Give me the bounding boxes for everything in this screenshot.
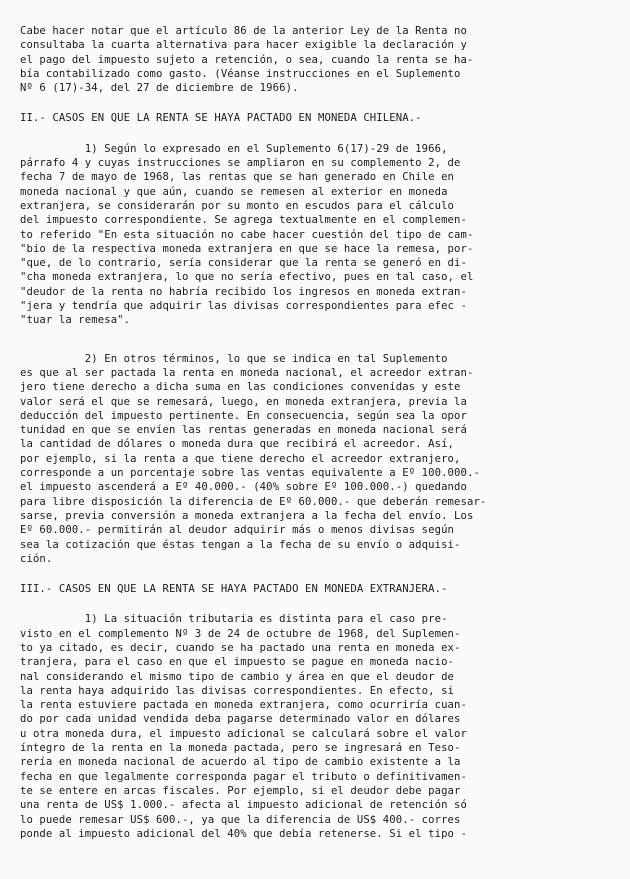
text-line: por ejemplo, si la renta a que tiene derecho el acreedor extranjero, [20, 452, 461, 465]
text-line: "jera y tendría que adquirir las divisas correspondientes para efec - [20, 300, 467, 313]
text-line: la cantidad de dólares o moneda dura que recibirá el acreedor. Así, [20, 438, 455, 451]
text-line: to ya citado, es decir, cuando se ha pactado una renta en moneda ex- [20, 641, 461, 654]
text-line: rería en moneda nacional de acuerdo al tipo de cambio existente a la [20, 756, 461, 769]
section-heading [20, 111, 620, 125]
text-line: jero tiene derecho a dicha suma en las condiciones convenidas y este [20, 381, 461, 394]
text-line: valor será el que se remesará, luego, en moneda extranjera, previa la [20, 395, 467, 408]
text-line: Cabe hacer notar que el artículo 86 de la anterior Ley de la Renta no [20, 25, 467, 37]
text-line: párrafo 4 y cuyas instrucciones se ampliaron en su complemento 2, de [20, 157, 461, 170]
text-line: íntegro de la renta en la moneda pactada, pero se ingresará en Teso- [20, 742, 461, 755]
text-line: fecha en que legalmente corresponda pagar el tributo o definitivamen- [20, 770, 467, 783]
block-spacer [20, 596, 620, 612]
section-heading [20, 582, 620, 596]
text-line: el impuesto ascenderá a Eº 40.000.- (40% sobre Eº 100.000.-) quedando [20, 481, 467, 494]
text-line: 2) En otros términos, lo que se indica en tal Suplemento [20, 352, 448, 365]
text-line: tranjera, para el caso en que el impuesto se pague en moneda nacio- [20, 656, 455, 669]
text-line: deducción del impuesto pertinente. En consecuencia, según sea la opor [20, 409, 467, 422]
block-spacer [20, 328, 620, 352]
paragraph [20, 352, 620, 566]
text-line: "cha moneda extranjera, lo que no sería efectivo, pues en tal caso, el [20, 271, 474, 284]
text-line: tunidad en que se envíen las rentas generadas en moneda nacional será [20, 424, 467, 437]
text-line: el pago del impuesto sujeto a retención, o sea, cuando la renta se ha- [20, 53, 474, 66]
text-line: "que, de lo contrario, sería considerar que la renta se generó en di- [20, 257, 467, 270]
text-line: del impuesto correspondiente. Se agrega textualmente en el complemen- [20, 214, 467, 227]
text-line: una renta de US$ 1.000.- afecta al impuesto adicional de retención só [20, 799, 467, 812]
text-line: sarse, previa conversión a moneda extranjera a la fecha del envío. Los [20, 509, 474, 522]
text-line: fecha 7 de mayo de 1968, las rentas que se han generado en Chile en [20, 171, 455, 184]
text-line: "deudor de la renta no habría recibido los ingresos en moneda extran- [20, 285, 467, 298]
text-line: moneda nacional y que aún, cuando se remesen al exterior en moneda [20, 185, 448, 198]
text-line: "tuar la remesa". [20, 314, 131, 327]
text-line: para libre disposición la diferencia de Eº 60.000.- que deberán remesar- [20, 495, 487, 508]
block-spacer [20, 126, 620, 142]
block-spacer [20, 95, 620, 111]
text-line: ción. [20, 552, 53, 565]
paragraph [20, 142, 620, 328]
text-line: lo puede remesar US$ 600.-, ya que la diferencia de US$ 400.- corres [20, 813, 461, 826]
text-line: "bio de la respectiva moneda extranjera en que se hace la remesa, por- [20, 242, 474, 255]
block-spacer [20, 566, 620, 582]
text-line: II.- CASOS EN QUE LA RENTA SE HAYA PACTADO EN MONEDA CHILENA.- [20, 112, 422, 125]
text-line: la renta haya adquirido las divisas correspondientes. En efecto, si [20, 684, 455, 697]
text-line: Eº 60.000.- permitirán al deudor adquirir más o menos divisas según [20, 524, 455, 537]
text-line: bía contabilizado como gasto. (Véanse instrucciones en el Suplemento [20, 67, 461, 80]
text-line: te se entere en arcas fiscales. Por ejemplo, si el deudor debe pagar [20, 784, 461, 797]
paragraph [20, 612, 620, 841]
text-line: ponde al impuesto adicional del 40% que debía retenerse. Si el tipo - [20, 827, 467, 840]
text-line: III.- CASOS EN QUE LA RENTA SE HAYA PACTADO EN MONEDA EXTRANJERA.- [20, 583, 448, 596]
text-line: es que al ser pactada la renta en moneda nacional, el acreedor extran- [20, 366, 474, 379]
text-line: u otra moneda dura, el impuesto adicional se calculará sobre el valor [20, 727, 467, 740]
text-line: extranjera, se considerarán por su monto en escudos para el cálculo [20, 199, 455, 212]
text-line: Nº 6 (17)-34, del 27 de diciembre de 1966). [20, 82, 299, 95]
text-line: la renta estuviere pactada en moneda extranjera, como ocurriría cuan- [20, 699, 467, 712]
text-line: to referido "En esta situación no cabe hacer cuestión del tipo de cam- [20, 228, 474, 241]
text-line: nal considerando el mismo tipo de cambio y área en que el deudor de [20, 670, 455, 683]
text-line: visto en el complemento Nº 3 de 24 de octubre de 1968, del Suplemen- [20, 627, 461, 640]
text-line: sea la cotización que éstas tengan a la fecha de su envío o adquisi- [20, 538, 461, 551]
text-line: 1) La situación tributaria es distinta para el caso pre- [20, 613, 448, 626]
paragraph [20, 24, 620, 95]
text-line: consultaba la cuarta alternativa para hacer exigible la declaración y [20, 39, 467, 52]
text-line: corresponde a un porcentaje sobre las ventas equivalente a Eº 100.000.- [20, 467, 480, 480]
text-line: 1) Según lo expresado en el Suplemento 6(17)-29 de 1966, [20, 142, 448, 155]
text-line: do por cada unidad vendida deba pagarse determinado valor en dólares [20, 713, 461, 726]
